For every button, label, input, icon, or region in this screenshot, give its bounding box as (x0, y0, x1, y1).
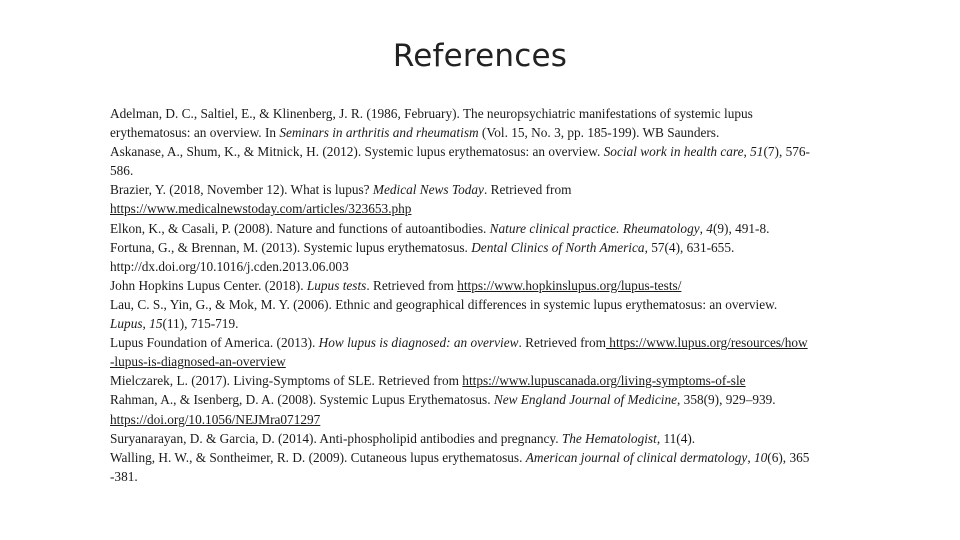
ref-doi: http://dx.doi.org/10.1016/j.cden.2013.06.003 (110, 258, 349, 274)
ref-text: Adelman, D. C., Saltiel, E., & Klinenberg, J. R. (1986, February). The neuropsychiatric manifestations of systemic lupus (110, 106, 753, 121)
ref-text: . Retrieved from (366, 277, 458, 293)
ref-link-continued[interactable]: -lupus-is-diagnosed-an-overview (110, 354, 286, 370)
ref-text: (Vol. 15, No. 3, pp. 185-199). WB Saunders. (478, 125, 720, 141)
ref-link[interactable]: https://www.lupuscanada.org/living-symptoms-of-sle (462, 373, 746, 389)
ref-text: (11), 715-719. (162, 316, 239, 332)
ref-text: Lau, C. S., Yin, G., & Mok, M. Y. (2006). Ethnic and geographical differences in systemic lupus erythematosus: an overview. (110, 296, 778, 312)
reference-lau-line2 (110, 314, 855, 333)
reference-rahman-line2 (110, 410, 855, 429)
reference-rahman-line1 (110, 390, 855, 409)
reference-brazier-line1 (110, 180, 855, 199)
ref-source: How lupus is diagnosed: an overview (318, 335, 519, 351)
ref-text: . Retrieved from (483, 182, 572, 198)
reference-hopkins-line1 (110, 276, 855, 295)
reference-adelman-line1 (110, 104, 855, 123)
reference-adelman-line2 (110, 123, 855, 142)
ref-text: , (699, 220, 707, 236)
ref-text: erythematosus: an overview. In (110, 125, 280, 141)
ref-source: Lupus tests (306, 277, 367, 293)
reference-walling-line1 (110, 448, 855, 467)
ref-text: -381. (110, 468, 138, 484)
ref-text: . Retrieved from (518, 335, 606, 351)
reference-suryanarayan-line1 (110, 429, 855, 448)
ref-text: Rahman, A., & Isenberg, D. A. (2008). Systemic Lupus Erythematosus. (110, 392, 494, 408)
ref-source: Lupus (110, 316, 143, 332)
ref-link[interactable]: https://www.medicalnewstoday.com/articles/323653.php (110, 201, 412, 217)
reference-mielczarek-line1 (110, 371, 855, 390)
reference-askanase-line2 (110, 161, 855, 180)
ref-text: (6), 365 (767, 449, 810, 465)
ref-link[interactable]: https://www.lupus.org/resources/how (605, 335, 808, 351)
ref-text: , (142, 316, 150, 332)
reference-brazier-line2 (110, 199, 855, 218)
ref-source: American journal of clinical dermatology (525, 449, 748, 465)
reference-fortuna-line2 (110, 257, 855, 276)
ref-text: Askanase, A., Shum, K., & Mitnick, H. (2012). Systemic lupus erythematosus: an overview. (110, 144, 604, 160)
ref-text: , (743, 144, 751, 160)
reference-lfa-line1 (110, 333, 855, 352)
ref-text: , 11(4). (656, 430, 696, 446)
ref-text: , (747, 449, 754, 465)
ref-text: (7), 576- (763, 144, 810, 160)
ref-text: Lupus Foundation of America. (2013). (110, 335, 319, 351)
reference-elkon-line1 (110, 219, 855, 238)
ref-text: , 358(9), 929–939. (677, 392, 776, 408)
ref-text: 586. (110, 163, 134, 179)
ref-volume: 51 (750, 144, 764, 160)
ref-source: The Hematologist (561, 430, 657, 446)
ref-source: Seminars in arthritis and rheumatism (279, 125, 479, 141)
ref-volume: 10 (754, 449, 768, 465)
reference-lfa-line2 (110, 352, 855, 371)
reference-walling-line2 (110, 467, 855, 486)
ref-source: New England Journal of Medicine (493, 392, 678, 408)
ref-text: Fortuna, G., & Brennan, M. (2013). Systemic lupus erythematosus. (110, 239, 472, 255)
reference-lau-line1 (110, 295, 855, 314)
reference-fortuna-line1 (110, 238, 855, 257)
ref-volume: 4 (706, 220, 713, 236)
ref-text: Mielczarek, L. (2017). Living-Symptoms of SLE. Retrieved from (110, 373, 463, 389)
ref-text: Suryanarayan, D. & Garcia, D. (2014). Anti-phospholipid antibodies and pregnancy. (110, 430, 562, 446)
ref-text: (9), 491-8. (712, 220, 770, 236)
page-title: References (392, 38, 568, 74)
ref-text: Walling, H. W., & Sontheimer, R. D. (2009). Cutaneous lupus erythematosus. (110, 449, 526, 465)
ref-volume: 15 (149, 316, 163, 332)
ref-link[interactable]: https://doi.org/10.1056/NEJMra071297 (110, 411, 321, 427)
ref-text: , 57(4), 631-655. (644, 239, 735, 255)
ref-text: Brazier, Y. (2018, November 12). What is lupus? (110, 182, 373, 198)
ref-source: Nature clinical practice. Rheumatology (489, 220, 700, 236)
ref-source: Medical News Today (372, 182, 484, 198)
reference-askanase-line1 (110, 142, 855, 161)
reference-list (110, 104, 855, 486)
ref-source: Dental Clinics of North America (471, 239, 645, 255)
ref-link[interactable]: https://www.hopkinslupus.org/lupus-tests/ (457, 277, 682, 293)
ref-text: Elkon, K., & Casali, P. (2008). Nature and functions of autoantibodies. (110, 220, 490, 236)
ref-text: John Hopkins Lupus Center. (2018). (110, 277, 307, 293)
ref-source: Social work in health care (603, 144, 744, 160)
